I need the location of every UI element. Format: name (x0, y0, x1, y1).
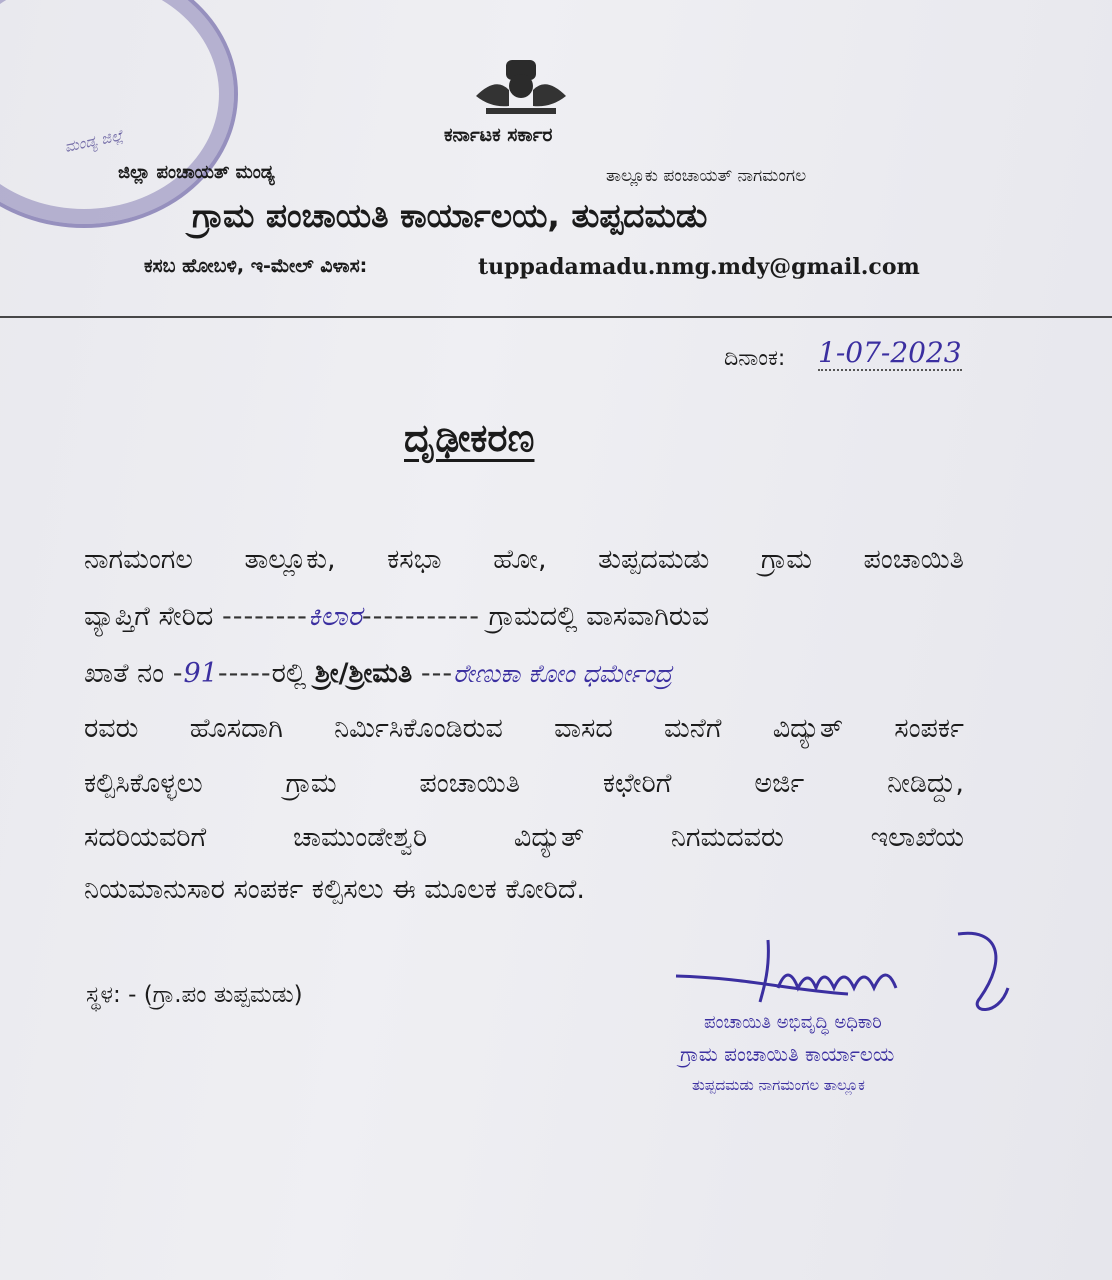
owner-name: ರೇಣುಕಾ ಕೋಂ ಧರ್ಮೇಂದ್ರ (453, 659, 673, 688)
date-value: 1-07-2023 (818, 336, 962, 369)
name-blank: --- (420, 658, 454, 689)
khata-label: ಖಾತೆ ನಂ (84, 658, 165, 689)
honorific: ಶ್ರೀ/ಶ್ರೀಮತಿ (314, 658, 413, 689)
document-title: ದೃಢೀಕರಣ (404, 416, 535, 460)
signature-stamp-line-1: ಪಂಚಾಯಿತಿ ಅಭಿವೃದ್ಧಿ ಅಧಿಕಾರಿ (704, 1012, 882, 1033)
date-label: ದಿನಾಂಕ: (724, 346, 786, 371)
body-line-3 (84, 658, 964, 690)
village-name: ಕಿಲಾರ (307, 601, 362, 632)
body-line-5: ಕಲ್ಪಿಸಿಕೊಳ್ಳಲು ಗ್ರಾಮ ಪಂಚಾಯಿತಿ ಕಛೇರಿಗೆ ಅರ್ಜಿ ನೀಡಿದ್ದು, (84, 768, 964, 799)
round-office-stamp (0, 0, 238, 228)
signature-stamp-line-3: ತುಪ್ಪದಮಡು ನಾಗಮಂಗಲ ತಾಲ್ಲೂಕ (692, 1076, 865, 1094)
body-line-1: ನಾಗಮಂಗಲ ತಾಲ್ಲೂಕು, ಕಸಭಾ ಹೋ, ತುಪ್ಪದಮಡು ಗ್ರಾಮ ಪಂಚಾಯಿತಿ (84, 544, 964, 575)
khata-number: 91 (183, 658, 218, 689)
signature-mark (668, 928, 1028, 1018)
khata-blank-end: ----- (217, 658, 272, 689)
header-divider (0, 316, 1112, 318)
state-emblem-icon (466, 56, 576, 120)
body-line-2-prefix: ವ್ಯಾಪ್ತಿಗೆ ಸೇರಿದ (84, 601, 214, 632)
body-line-4: ರವರು ಹೊಸದಾಗಿ ನಿರ್ಮಿಸಿಕೊಂಡಿರುವ ವಾಸದ ಮನೆಗೆ ವಿದ್ಯುತ್ ಸಂಪರ್ಕ (84, 713, 964, 744)
taluk-panchayat: ತಾಲ್ಲೂಕು ಪಂಚಾಯತ್ ನಾಗಮಂಗಲ (606, 166, 807, 186)
place-line: ಸ್ಥಳ: - (ಗ್ರಾ.ಪಂ ತುಪ್ಪಮಡು) (86, 982, 303, 1008)
round-stamp-text: ಮಂಡ್ಯ ಜಿಲ್ಲೆ (62, 126, 125, 156)
village-blank-end: ----------- (361, 601, 481, 632)
line3-connector: ರಲ್ಲಿ (271, 658, 307, 689)
body-line-6: ಸದರಿಯವರಿಗೆ ಚಾಮುಂಡೇಶ್ವರಿ ವಿದ್ಯುತ್ ನಿಗಮದವರು ಇಲಾಖೆಯ (84, 822, 964, 853)
khata-blank: - (172, 658, 184, 689)
body-line-2 (84, 601, 964, 633)
district-panchayat: ಜಿಲ್ಲಾ ಪಂಚಾಯತ್ ಮಂಡ್ಯ (118, 162, 275, 183)
body-line-2-suffix: ಗ್ರಾಮದಲ್ಲಿ ವಾಸವಾಗಿರುವ (488, 601, 710, 632)
signature-stamp-line-2: ಗ್ರಾಮ ಪಂಚಾಯಿತಿ ಕಾರ್ಯಾಲಯ (680, 1042, 895, 1066)
office-title: ಗ್ರಾಮ ಪಂಚಾಯತಿ ಕಾರ್ಯಾಲಯ, ತುಪ್ಪದಮಡು (192, 196, 708, 235)
contact-label: ಕಸಬ ಹೋಬಳಿ, ಇ-ಮೇಲ್ ವಿಳಾಸ: (144, 255, 368, 277)
body-line-7: ನಿಯಮಾನುಸಾರ ಸಂಪರ್ಕ ಕಲ್ಪಿಸಲು ಈ ಮೂಲಕ ಕೋರಿದೆ. (84, 874, 585, 905)
village-blank: -------- (221, 601, 308, 632)
government-title: ಕರ್ನಾಟಕ ಸರ್ಕಾರ (444, 124, 553, 146)
office-email: tuppadamadu.nmg.mdy@gmail.com (478, 254, 920, 280)
